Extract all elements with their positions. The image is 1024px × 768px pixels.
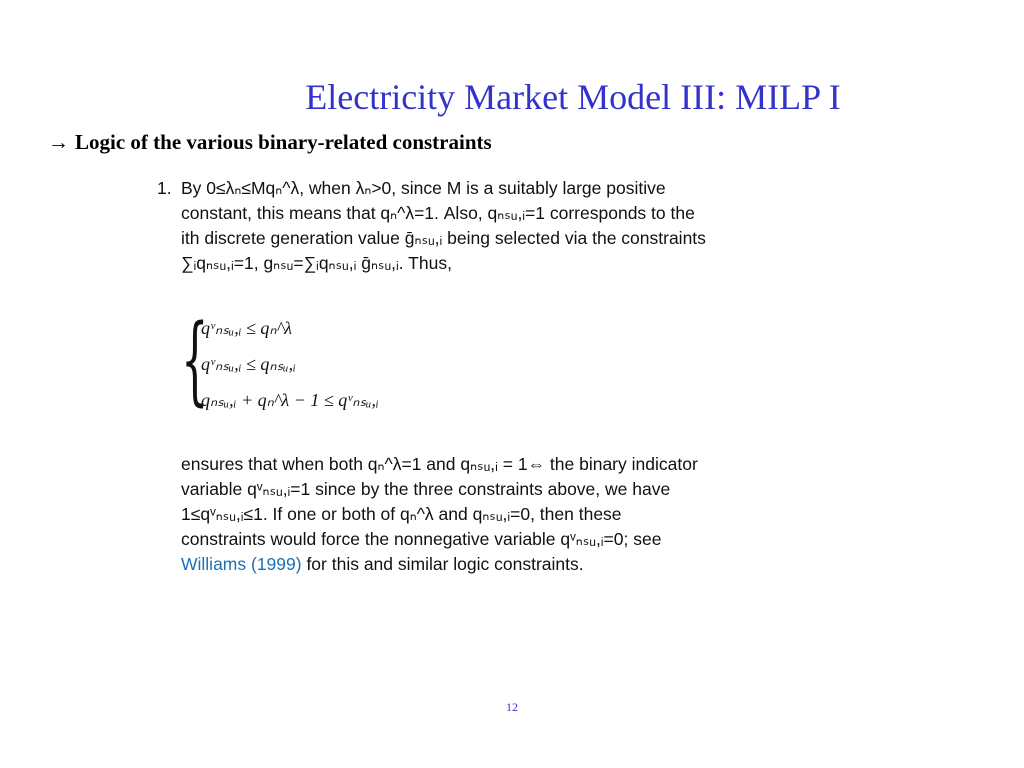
item-number: 1. [157, 178, 172, 198]
subtitle-text: Logic of the various binary-related constraints [75, 130, 492, 154]
constraint-1: qᵛₙₛᵤ,ᵢ ≤ qₙ^λ [201, 318, 292, 338]
paragraph-line: ∑ᵢqₙₛᵤ,ᵢ=1, gₙₛᵤ=∑ᵢqₙₛᵤ,ᵢ ḡₙₛᵤ,ᵢ. Thus, [181, 253, 452, 273]
paragraph-line: 1≤qᵛₙₛᵤ,ᵢ≤1. If one or both of qₙ^λ and qₙₛᵤ,ᵢ=0, then these [181, 504, 622, 524]
paragraph-line: constant, this means that qₙ^λ=1. Also, qₙₛᵤ,ᵢ=1 corresponds to the [181, 203, 695, 223]
constraint-2: qᵛₙₛᵤ,ᵢ ≤ qₙₛᵤ,ᵢ [201, 354, 296, 374]
paragraph-text: for this and similar logic constraints. [301, 554, 584, 574]
paragraph-line: ensures that when both qₙ^λ=1 and qₙₛᵤ,ᵢ = 1⇔ the binary indicator [181, 454, 698, 474]
paragraph-line: By 0≤λₙ≤Mqₙ^λ, when λₙ>0, since M is a suitably large positive [181, 178, 666, 198]
citation-link[interactable]: Williams (1999) [181, 554, 302, 574]
slide-subtitle [48, 130, 492, 155]
paragraph-line: variable qᵛₙₛᵤ,ᵢ=1 since by the three constraints above, we have [181, 479, 671, 499]
constraint-3: qₙₛᵤ,ᵢ + qₙ^λ − 1 ≤ qᵛₙₛᵤ,ᵢ [201, 390, 379, 410]
constraint-system [181, 304, 763, 420]
paragraph-line: constraints would force the nonnegative variable qᵛₙₛᵤ,ᵢ=0; see [181, 529, 662, 549]
paper-excerpt [157, 176, 763, 577]
page-number: 12 [506, 700, 518, 714]
explanation-paragraph [157, 452, 763, 577]
right-arrow-icon: → [48, 130, 69, 154]
list-item-1 [157, 176, 763, 276]
slide-title: Electricity Market Model III: MILP I [305, 77, 841, 117]
paragraph-line: ith discrete generation value ḡₙₛᵤ,ᵢ being selected via the constraints [181, 228, 706, 248]
paragraph-line [181, 552, 763, 577]
left-brace-icon: { [181, 304, 209, 416]
item-body [181, 176, 763, 276]
